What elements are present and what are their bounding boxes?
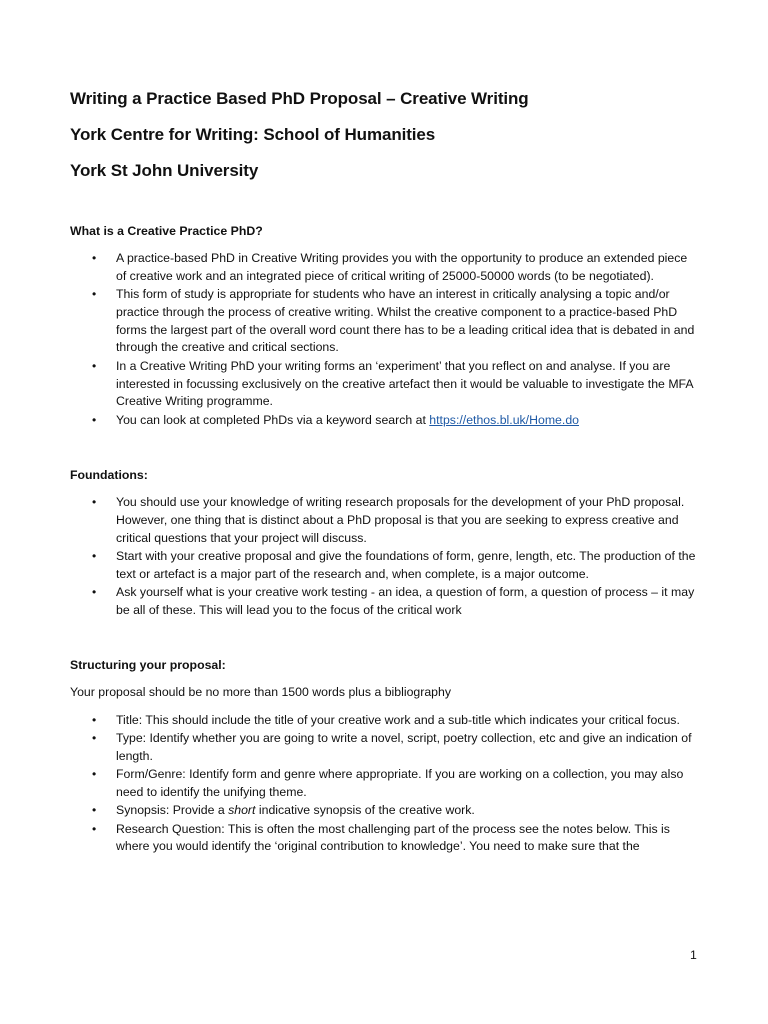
list-item-text: Research Question: This is often the most challenging part of the process see the notes below. This is where you would identify the ‘original contribution to knowledge’. You need to make sure that the: [116, 821, 670, 854]
bullet-icon: •: [92, 731, 97, 746]
list-item-text: This form of study is appropriate for students who have an interest in critically analysing a topic and/or practice through the process of creative writing. Whilst the creative component to a practice-based PhD forms the largest part of the overall word count there has to be a leading critical idea that is debated in and through the creative and critical sections.: [116, 287, 695, 355]
list-item-text: You should use your knowledge of writing research proposals for the development of your PhD proposal. However, one thing that is distinct about a PhD proposal is that you are seeking to express creative and critical questions that your project will discuss.: [116, 494, 685, 545]
list-item: [70, 802, 700, 820]
list-item-text: Type: Identify whether you are going to write a novel, script, poetry collection, etc and give an indication of length.: [116, 731, 692, 763]
list-item: [70, 358, 700, 411]
section-intro-structuring: Your proposal should be no more than 1500 words plus a bibliography: [70, 685, 452, 700]
bullet-icon: •: [92, 358, 97, 373]
list-item: [70, 584, 700, 620]
bullet-icon: •: [92, 287, 97, 302]
list-item-text: You can look at completed PhDs via a keyword search at: [116, 412, 430, 427]
bullet-icon: •: [92, 712, 97, 727]
synopsis-emphasis: short: [228, 803, 256, 818]
list-item: [70, 730, 700, 766]
list-item: [70, 412, 700, 430]
list-item: [70, 821, 700, 857]
synopsis-suffix: indicative synopsis of the creative work.: [255, 803, 475, 818]
section-heading-foundations: Foundations:: [70, 467, 148, 482]
list-item: [70, 286, 700, 357]
list-item: [70, 712, 700, 730]
ethos-link[interactable]: https://ethos.bl.uk/Home.do: [429, 412, 579, 427]
list-item-text: In a Creative Writing PhD your writing forms an ‘experiment’ that you reflect on and analyse. If you are interested in focussing exclusively on the creative artefact then it would be valuable to investigate the MFA Creative Writing programme.: [116, 358, 693, 409]
section-list-what-is: [70, 250, 700, 429]
document-page: [70, 88, 700, 857]
list-item: [70, 250, 700, 286]
document-title: Writing a Practice Based PhD Proposal – Creative Writing: [70, 89, 529, 108]
section-heading-structuring: Structuring your proposal:: [70, 658, 226, 673]
list-item: [70, 548, 700, 584]
section-list-structuring: [70, 712, 700, 856]
bullet-icon: •: [92, 412, 97, 427]
section-list-foundations: [70, 494, 700, 620]
synopsis-prefix: Synopsis: Provide a: [116, 803, 229, 818]
list-item-text: Start with your creative proposal and give the foundations of form, genre, length, etc. The production of the text or artefact is a major part of the research and, when complete, is a major outcome.: [116, 548, 696, 581]
bullet-icon: •: [92, 821, 97, 836]
bullet-icon: •: [92, 767, 97, 782]
bullet-icon: •: [92, 494, 97, 509]
list-item: [70, 494, 700, 547]
list-item-text: Ask yourself what is your creative work testing - an idea, a question of form, a question of process – it may be all of these. This will lead you to the focus of the critical work: [116, 584, 695, 617]
bullet-icon: •: [92, 548, 97, 563]
bullet-icon: •: [92, 584, 97, 599]
bullet-icon: •: [92, 803, 97, 818]
list-item-text: Form/Genre: Identify form and genre where appropriate. If you are working on a collection, you may also need to identify the unifying theme.: [116, 767, 684, 799]
page-number: 1: [690, 948, 697, 962]
list-item-text: A practice-based PhD in Creative Writing provides you with the opportunity to produce an extended piece of creative work and an integrated piece of critical writing of 25000-50000 words (to be negotiated).: [116, 251, 688, 283]
bullet-icon: •: [92, 251, 97, 265]
document-subtitle-centre: York Centre for Writing: School of Humanities: [70, 125, 436, 144]
document-subtitle-university: York St John University: [70, 161, 259, 180]
list-item-text: Title: This should include the title of your creative work and a sub-title which indicates your critical focus.: [116, 712, 680, 727]
section-heading-what-is: What is a Creative Practice PhD?: [70, 224, 263, 238]
list-item: [70, 766, 700, 802]
